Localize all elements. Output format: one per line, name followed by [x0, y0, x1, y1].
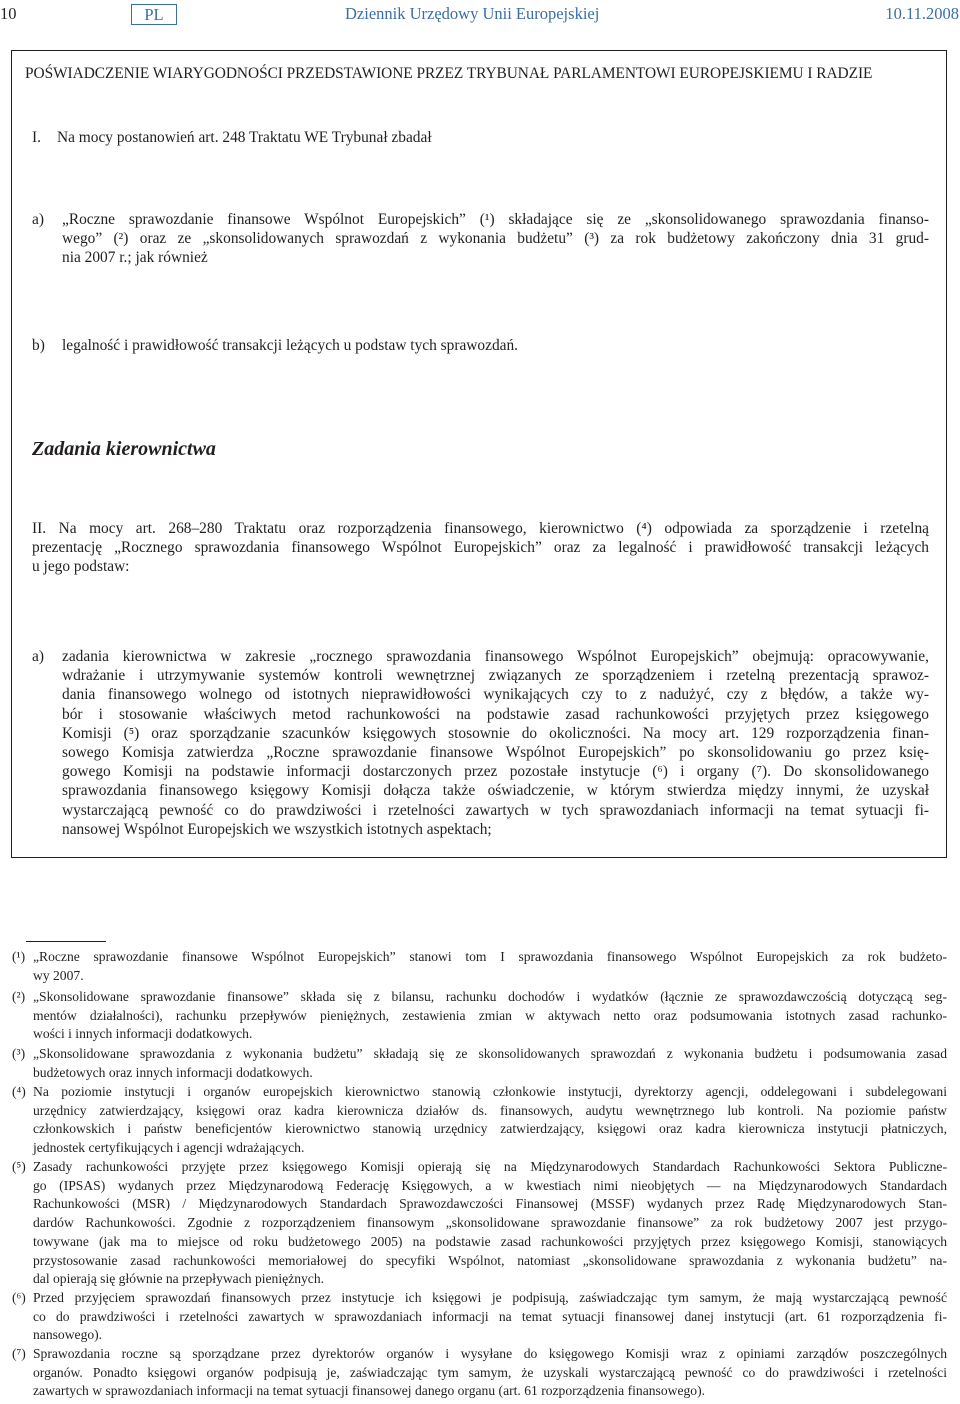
item-a2-line: dania finansowego wolnego od istotnych nieprawidłowości wynikających czy to z nadużyć, czy z błędów, a także wy-: [62, 686, 929, 704]
footnote-line: Sprawozdania roczne są sporządzane przez dyrektorów organów i wysyłane do księgowego Komisji wraz z opiniami zarządów poszczególnych: [33, 1346, 947, 1361]
journal-title: Dziennik Urzędowy Unii Europejskiej: [345, 4, 600, 23]
item-b1-marker: b): [32, 337, 45, 354]
footnote-1: [33, 948, 947, 985]
footnote-line: urzędnicy zatwierdzający, księgowi oraz kadra kierownicza działów ds. finansowych, audytu wewnętrznego lub kontroli. Na poziomie państw: [33, 1102, 947, 1118]
section-2-line: II. Na mocy art. 268–280 Traktatu oraz rozporządzenia finansowego, kierownictwo (⁴) odpowiada za sporządzenie i rzetelną: [32, 520, 929, 537]
section-1-text: Na mocy postanowień art. 248 Traktatu WE Trybunał zbadał: [57, 129, 432, 146]
section-2-line: prezentację „Rocznego sprawozdania finansowego Wspólnot Europejskich” oraz za legalność i prawidłowość transakcji leżących: [32, 539, 929, 557]
item-a2-line: Komisji (⁵) oraz sporządzanie szacunków księgowych stosownie do okoliczności. Na mocy art. 129 rozporządzenia finan-: [62, 724, 929, 742]
footnote-line: „Roczne sprawozdanie finansowe Wspólnot Europejskich” stanowi tom I sprawozdania finansowego Wspólnot Europejskich za rok budżeto-: [33, 949, 947, 964]
footnote-7: [33, 1345, 947, 1401]
footnote-line: przystosowanie zasad rachunkowości memoriałowej do specyfiki Wspólnot, natomiast „skonsolidowane sprawozdania z wykonania budżetu” na-: [33, 1252, 947, 1268]
footnote-line: dal opierają się głównie na przepływach pieniężnych.: [33, 1271, 325, 1287]
footnote-line: co do prawdziwości i rzetelności zawartych w sprawozdaniach informacji na temat sytuacji finansowej danej instytucji (art. 61 rozporządzenia fi-: [33, 1308, 947, 1324]
footnote-3: [33, 1045, 947, 1082]
footnote-5-number: (⁵): [12, 1159, 26, 1174]
footnote-line: Przed przyjęciem sprawozdań finansowych przez instytucje ich księgowi je podpisują, zaświadczając tym samym, że mają wystarczającą pewność: [33, 1290, 947, 1305]
item-a2-line: gowego Komisji na podstawie informacji dostarczonych przez pozostałe instytucje (⁶) i organy (⁷). Do skonsolidowanego: [62, 763, 929, 781]
item-a1-marker: a): [32, 211, 44, 228]
item-a1-line: wego” (²) oraz ze „skonsolidowanych sprawozdań z wykonania budżetu” (³) za rok budżetowy zakończony dnia 31 grud-: [62, 230, 929, 248]
item-a2-line: nansowej Wspólnot Europejskich we wszystkich istotnych aspektach;: [62, 820, 492, 838]
section-2-text: [32, 519, 929, 577]
subheading-management-tasks: Zadania kierownictwa: [32, 438, 216, 460]
footnote-4-number: (⁴): [12, 1084, 26, 1099]
footnote-line: członkowskich i państw beneficjentów kierownictwo stanowią urzędnicy zatwierdzający, księgowi oraz kadra kierownicza instytucji płatniczych,: [33, 1121, 947, 1137]
footnote-separator: [26, 941, 106, 942]
footnote-line: Zasady rachunkowości przyjęte przez księgowego Komisji opierają się na Międzynarodowych Standardach Rachunkowości Sektora Publiczne-: [33, 1159, 947, 1174]
footnote-7-number: (⁷): [12, 1346, 26, 1361]
item-a1-line: „Roczne sprawozdanie finansowe Wspólnot Europejskich” (¹) składające się ze „skonsolidowanego sprawozdania finanso-: [62, 211, 929, 228]
item-a2-text: [62, 647, 929, 839]
item-a2-line: sprawozdania finansowego księgowy Komisji dołącza także oświadczenie, w którym stwierdza między innymi, że uzyskał: [62, 782, 929, 800]
footnote-line: „Skonsolidowane sprawozdania z wykonania budżetu” składają się ze skonsolidowanych sprawozdań z wykonania budżetu i podsumowania zasad: [33, 1046, 947, 1061]
page-number: 10: [0, 4, 17, 23]
item-a2-line: bór i stosowanie właściwych metod rachunkowości na podstawie zasad rachunkowości przyjętych przez księgowego: [62, 705, 929, 723]
item-a2-line: sowego Komisja zatwierdza „Roczne sprawozdanie finansowe Wspólnot Europejskich” po skonsolidowaniu go przez księ-: [62, 744, 929, 762]
footnote-line: jednostek certyfikujących i agencji wdrażających.: [33, 1140, 305, 1156]
footnote-2-number: (²): [12, 989, 26, 1004]
item-a2-line: wdrażanie i utrzymywanie systemów kontroli wewnętrznej związanych ze sporządzeniem i rzetelną prezentacją sprawoz-: [62, 667, 929, 685]
footnote-line: towywane (jak ma to miejsce od roku budżetowego 2005) na podstawie zasad rachunkowości przyjętych przez księgowego Komisji, stanowiących: [33, 1233, 947, 1249]
footnote-line: go (IPSAS) wydanych przez Międzynarodową Federację Księgowych, a w kwestiach nimi nieobjętych — na Międzynarodowych Standardach: [33, 1177, 947, 1193]
item-a2-line: wystarczającą pewność co do prawdziwości i rzetelności zawartych w tych sprawozdaniach informacji na temat sytuacji fi-: [62, 801, 929, 819]
footnote-4: [33, 1083, 947, 1158]
footnote-5: [33, 1158, 947, 1289]
statement-title: POŚWIADCZENIE WIARYGODNOŚCI PRZEDSTAWIONE PRZEZ TRYBUNAŁ PARLAMENTOWI EUROPEJSKIEMU I RADZIE: [25, 65, 873, 82]
footnote-2: [33, 988, 947, 1044]
footnote-line: „Skonsolidowane sprawozdanie finansowe” składa się z bilansu, rachunku dochodów i wydatków (łącznie ze sprawozdawczością dotyczącą seg-: [33, 989, 947, 1004]
footnote-line: budżetowych oraz innych informacji dodatkowych.: [33, 1064, 313, 1080]
footnote-line: Rachunkowości (MSR) / Międzynarodowych Standardach Sprawozdawczości Finansowej (MSSF) wydanych przez Radę Międzynarodowych Stan-: [33, 1196, 947, 1212]
footnote-line: mentów działalności), rachunku przepływów pieniężnych, zestawienia zmian w aktywach netto oraz podsumowania istotnych zasad rachunko-: [33, 1007, 947, 1023]
section-2-line: u jego podstaw:: [32, 558, 130, 576]
footnote-line: wości i innych informacji dodatkowych.: [33, 1026, 253, 1042]
item-b1-text: legalność i prawidłowość transakcji leżących u podstaw tych sprawozdań.: [62, 337, 519, 354]
item-a1-line: nia 2007 r.; jak również: [62, 249, 208, 267]
footnote-line: Na poziomie instytucji i organów europejskich kierownictwo stanowią członkowie instytucji, dyrektorzy agencji, oddelegowani i subdelegowani: [33, 1084, 947, 1099]
footnote-line: dardów Rachunkowości. Zgodnie z rozporządzeniem finansowym „skonsolidowane sprawozdanie finansowe” za rok budżetowy 2007 jest przygo-: [33, 1215, 947, 1231]
footnote-line: zawartych w sprawozdaniach informacji na temat sytuacji finansowej danego organu (art. 61 rozporządzenia finansowego).: [33, 1383, 705, 1399]
item-a2-marker: a): [32, 648, 44, 665]
footnote-6-number: (⁶): [12, 1290, 26, 1305]
footnote-1-number: (¹): [12, 949, 26, 964]
section-1-marker: I.: [32, 129, 41, 146]
language-badge: PL: [131, 4, 177, 25]
footnote-line: nansowego).: [33, 1327, 103, 1343]
footnote-line: wy 2007.: [33, 967, 84, 983]
footnote-line: organów. Ponadto księgowi organów podpisują je, zaświadczając tym samym, że uzyskali wystarczającą pewność co do prawdziwości i rzetelności: [33, 1364, 947, 1380]
item-a1-text: [62, 210, 929, 268]
publication-date: 10.11.2008: [885, 4, 959, 23]
item-a2-line: zadania kierownictwa w zakresie „rocznego sprawozdania finansowego Wspólnot Europejskich” obejmują: opracowywanie,: [62, 648, 929, 665]
footnote-3-number: (³): [12, 1046, 26, 1061]
footnote-6: [33, 1289, 947, 1345]
